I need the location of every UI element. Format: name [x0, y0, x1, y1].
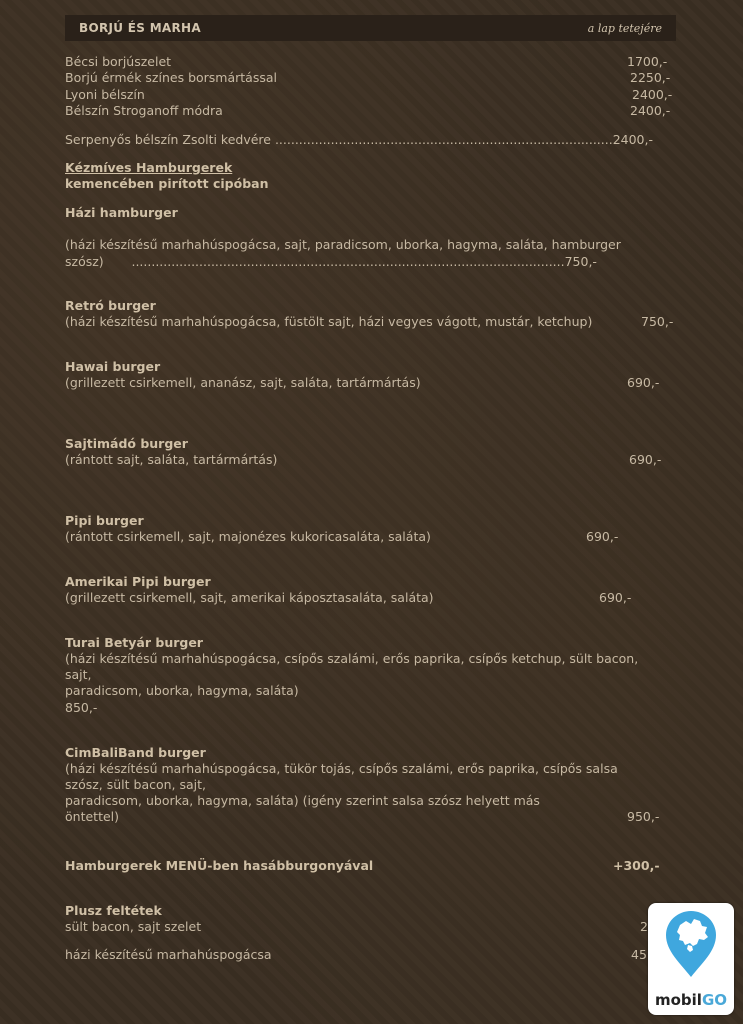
- burger-desc: sajt,: [65, 667, 92, 682]
- burger-desc: (házi készítésű marhahúspogácsa, csípős szalámi, erős paprika, csípős ketchup, sült bacon,: [65, 651, 639, 666]
- mobilgo-badge[interactable]: [648, 903, 734, 1015]
- burger-price: 950,-: [627, 809, 660, 824]
- burger-desc: (rántott csirkemell, sajt, majonézes kukoricasaláta, saláta): [65, 529, 431, 544]
- burger-desc: paradicsom, uborka, hagyma, saláta): [65, 683, 299, 698]
- mobilgo-logo-text: mobilGO: [654, 991, 728, 1009]
- burger-name: Amerikai Pipi burger: [65, 574, 211, 589]
- extras-heading: Plusz feltétek: [65, 903, 162, 918]
- menu-item-line: Serpenyős bélszín Zsolti kedvére .....................................................................................2400,-: [65, 132, 653, 147]
- burger-name: Turai Betyár burger: [65, 635, 203, 650]
- back-to-top-link[interactable]: a lap tetejére: [587, 21, 662, 35]
- burger-price: 750,-: [641, 314, 674, 329]
- burger-desc: (házi készítésű marhahúspogácsa, füstölt sajt, házi vegyes vágott, mustár, ketchup): [65, 314, 593, 329]
- burger-price: 690,-: [627, 375, 660, 390]
- menu-item-name: Bélszín Stroganoff módra: [65, 103, 223, 118]
- extra-price: 2: [640, 919, 648, 934]
- menu-item-name: Lyoni bélszín: [65, 87, 145, 102]
- burger-desc: szósz, sült bacon, sajt,: [65, 777, 207, 792]
- burger-desc: paradicsom, uborka, hagyma, saláta) (igény szerint salsa szósz helyett más: [65, 793, 540, 808]
- burger-desc: (grillezett csirkemell, ananász, sajt, saláta, tartármártás): [65, 375, 421, 390]
- extra-price: 45: [631, 947, 647, 962]
- menu-item-price: 2400,-: [632, 87, 673, 102]
- burger-price: 690,-: [586, 529, 619, 544]
- burger-desc: (grillezett csirkemell, sajt, amerikai káposztasaláta, saláta): [65, 590, 434, 605]
- burger-name: Házi hamburger: [65, 205, 178, 220]
- menu-item-price: 2250,-: [630, 70, 671, 85]
- burger-name: Sajtimádó burger: [65, 436, 188, 451]
- burger-desc: szósz) .............................................................................................................750,-: [65, 254, 597, 269]
- burger-desc: öntettel): [65, 809, 120, 824]
- burger-price: 850,-: [65, 700, 98, 715]
- menu-item-price: 2400,-: [630, 103, 671, 118]
- burgers-subheading: kemencében pirított cipóban: [65, 176, 269, 191]
- burgers-heading: Kézmíves Hamburgerek: [65, 160, 233, 175]
- burger-desc: (házi készítésű marhahúspogácsa, sajt, paradicsom, uborka, hagyma, saláta, hamburger: [65, 237, 621, 252]
- menu-item-price: 1700,-: [627, 54, 668, 69]
- menu-offer-name: Hamburgerek MENÜ-ben hasábburgonyával: [65, 858, 374, 873]
- burger-name: Hawai burger: [65, 359, 161, 374]
- extra-name: sült bacon, sajt szelet: [65, 919, 202, 934]
- menu-item-name: Bécsi borjúszelet: [65, 54, 172, 69]
- menu-offer-price: +300,-: [613, 858, 660, 873]
- section-title: BORJÚ ÉS MARHA: [79, 21, 201, 35]
- europe-map-pin-icon: [662, 911, 720, 979]
- burger-desc: (házi készítésű marhahúspogácsa, tükör tojás, csípős szalámi, erős paprika, csípős salsa: [65, 761, 618, 776]
- menu-item-name: Borjú érmék színes borsmártással: [65, 70, 277, 85]
- extra-name: házi készítésű marhahúspogácsa: [65, 947, 272, 962]
- burger-name: Retró burger: [65, 298, 156, 313]
- burger-desc: (rántott sajt, saláta, tartármártás): [65, 452, 278, 467]
- burger-price: 690,-: [599, 590, 632, 605]
- section-header: [65, 15, 676, 41]
- burger-name: Pipi burger: [65, 513, 144, 528]
- burger-name: CimBaliBand burger: [65, 745, 206, 760]
- burger-price: 690,-: [629, 452, 662, 467]
